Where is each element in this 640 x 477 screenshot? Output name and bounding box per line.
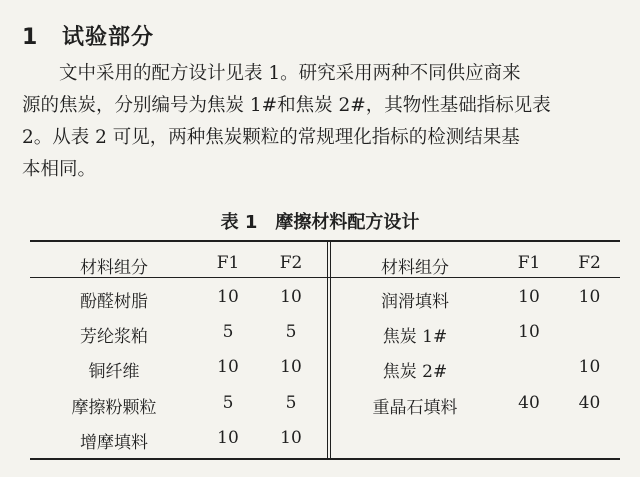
table-cell: 10 [518,322,540,342]
table-caption [0,208,640,234]
table-cell: 10 [217,357,239,377]
section-number: 1 [22,25,39,50]
table-cell: 酚醛树脂 [80,292,148,312]
table-caption-title: 摩擦材料配方设计 [275,212,420,233]
table-cell: 10 [578,357,601,377]
table-header-cell: 材料组分 [381,258,449,278]
table-cell: 5 [285,393,297,413]
table-cell: 焦炭 1# [382,327,448,347]
table-cell: 铜纤维 [88,362,140,382]
table-header-cell: 材料组分 [80,258,148,278]
table-cell: 10 [217,428,239,448]
paragraph-line: 源的焦炭，分别编号为焦炭 1#和焦炭 2#，其物性基础指标见表 [22,95,551,116]
table-cell: 芳纶浆粕 [80,327,148,347]
table-cell: 5 [222,393,234,413]
table-cell: 40 [578,393,601,413]
table-header-cell: F1 [216,253,240,273]
table-cell: 5 [222,322,234,342]
table-cell: 润滑填料 [381,292,449,312]
table-top-rule [30,240,620,242]
table-cell: 10 [280,357,302,377]
table-bottom-rule [30,458,620,460]
table-header-cell: F2 [279,253,303,273]
table-cell: 增摩填料 [80,433,148,453]
table-cell: 10 [280,428,302,448]
table-cell: 摩擦粉颗粒 [71,398,157,418]
table-cell: 焦炭 2# [382,362,448,382]
table-header-cell: F2 [578,253,601,273]
table-cell: 10 [578,287,601,307]
table-cell: 40 [518,393,540,413]
section-title: 试验部分 [62,25,155,50]
table-header-cell: F1 [517,253,541,273]
paragraph-line: 文中采用的配方设计见表 1。研究采用两种不同供应商来 [59,63,521,84]
table-caption-label: 表 1 [220,212,258,233]
table-cell: 10 [217,287,239,307]
table-cell: 10 [280,287,302,307]
body-paragraph [22,58,622,186]
section-heading [22,20,154,51]
paragraph-line: 2。从表 2 可见，两种焦炭颗粒的常规理化指标的检测结果基 [22,127,520,148]
table-cell: 重晶石填料 [372,398,458,418]
table-cell: 10 [518,287,540,307]
paragraph-line: 本相同。 [22,159,97,180]
table-cell: 5 [285,322,297,342]
